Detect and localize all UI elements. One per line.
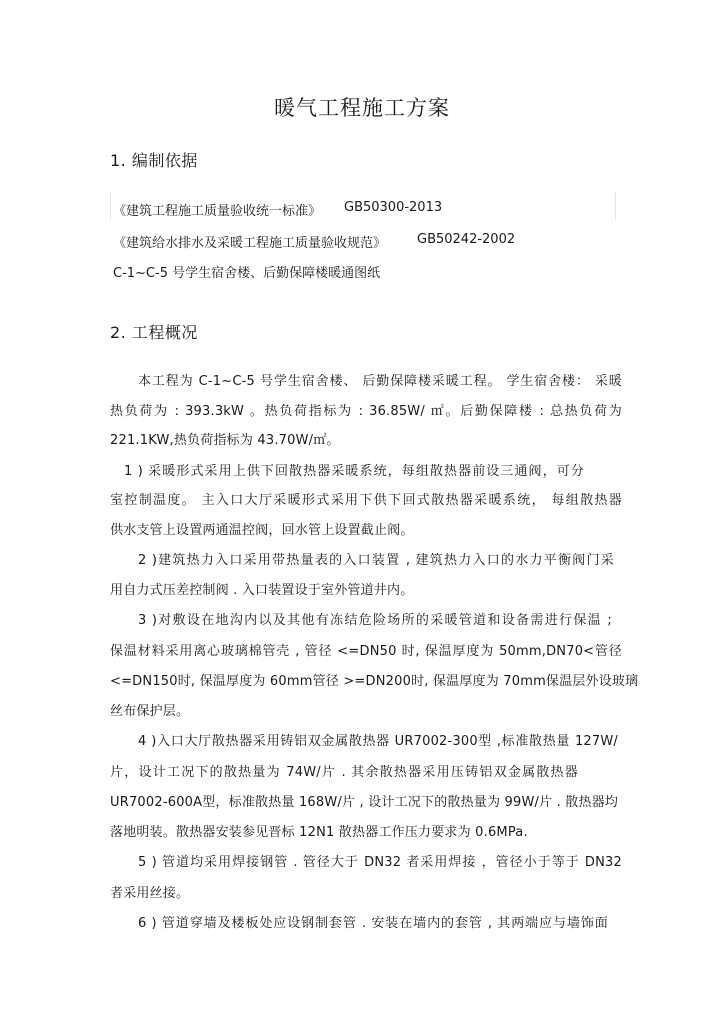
reference-name: 《建筑工程施工质量验收统一标准》 — [113, 204, 322, 219]
body-line: 热负荷为 : 393.3kW 。热负荷指标为 : 36.85W/ ㎡。后勤保障楼 : 总热负荷为 — [110, 404, 622, 419]
body-line: 落地明装。散热器安装参见晋标 12N1 散热器工作压力要求为 0.6MPa. — [110, 825, 528, 840]
body-line: 室控制温度。 主入口大厅采暖形式采用下供下回式散热器采暖系统， 每组散热器 — [110, 493, 622, 508]
body-line: 供水支管上设置两通温控阀，回水管上设置截止阀。 — [110, 523, 414, 538]
section-heading-overview: 2. 工程概况 — [110, 323, 198, 342]
body-line: 2 )建筑热力入口采用带热量表的入口装置 , 建筑热力入口的水力平衡阀门采 — [138, 553, 614, 568]
body-line: 6 ) 管道穿墙及楼板处应设钢制套管 . 安装在墙内的套管 , 其两端应与墙饰面 — [138, 916, 608, 931]
body-line: <=DN150时, 保温厚度为 60mm管径 >=DN200时, 保温厚度为 70mm保温层外设玻璃 — [110, 674, 639, 689]
reference-name: 《建筑给水排水及采暖工程施工质量验收规范》 — [113, 236, 387, 251]
body-line: 片，设计工况下的散热量为 74W/片 . 其余散热器采用压铸铝双金属散热器 — [110, 765, 578, 780]
body-line: 5 ) 管道均采用焊接钢管 . 管径大于 DN32 者采用焊接 ，管径小于等于 DN32 — [138, 855, 622, 870]
body-line: 保温材料采用离心玻璃棉管壳 , 管径 <=DN50 时, 保温厚度为 50mm,DN70<管径 — [110, 644, 622, 659]
body-line: 者采用丝接。 — [110, 886, 190, 901]
body-line: UR7002-600A型，标准散热量 168W/片 , 设计工况下的散热量为 99W/片 . 散热器均 — [110, 795, 619, 810]
reference-code: GB50242-2002 — [417, 232, 516, 247]
body-line: 4 )入口大厅散热器采用铸铝双金属散热器 UR7002-300型 ,标准散热量 127W/ — [138, 734, 618, 749]
body-line: 丝布保护层。 — [110, 704, 190, 719]
body-line: 用自力式压差控制阀 . 入口装置设于室外管道井内。 — [110, 583, 414, 598]
reference-name: C-1~C-5 号学生宿舍楼、后勤保障楼暖通图纸 — [113, 266, 381, 281]
body-line: 3 )对敷设在地沟内以及其他有冻结危险场所的采暖管道和设备需进行保温 ; — [138, 613, 612, 628]
document-title: 暖气工程施工方案 — [274, 96, 450, 120]
reference-code: GB50300-2013 — [344, 200, 443, 215]
body-line: 本工程为 C-1~C-5 号学生宿舍楼、 后勤保障楼采暖工程。 学生宿舍楼： 采暖 — [138, 374, 622, 389]
body-line: 221.1KW,热负荷指标为 43.70W/㎡。 — [110, 433, 340, 448]
section-heading-basis: 1. 编制依据 — [110, 151, 198, 170]
body-line: 1 ) 采暖形式采用上供下回散热器采暖系统，每组散热器前设三通阀，可分 — [124, 464, 584, 479]
